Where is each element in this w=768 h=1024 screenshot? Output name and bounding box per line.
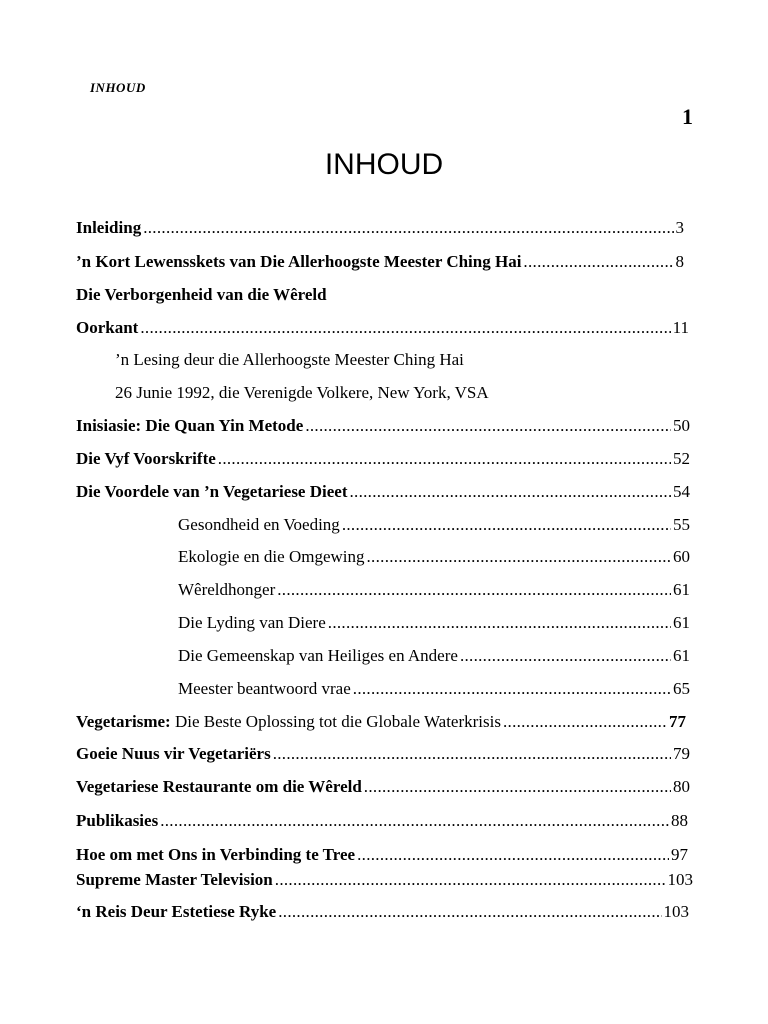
toc-entry-page: 54: [673, 482, 690, 501]
toc-entry-reis[interactable]: [76, 902, 689, 922]
toc-entry-title: Hoe om met Ons in Verbinding te Tree: [76, 845, 356, 864]
toc-entry-title-bold: Vegetarisme:: [76, 712, 171, 731]
toc-entry-page: 50: [673, 416, 690, 435]
toc-entry-title: Oorkant: [76, 318, 139, 337]
dot-leader: [275, 870, 666, 890]
toc-entry-page: 55: [673, 515, 690, 534]
toc-entry-vyf-voorskrifte[interactable]: [76, 449, 690, 469]
toc-entry-voordele[interactable]: [76, 482, 690, 502]
toc-entry-title: Gesondheid en Voeding: [178, 515, 340, 534]
toc-entry-page: 61: [673, 646, 690, 665]
toc-entry-gemeenskap[interactable]: [178, 646, 690, 666]
toc-entry-goeie-nuus[interactable]: [76, 744, 690, 764]
toc-entry-inisiasie[interactable]: [76, 416, 690, 436]
toc-entry-page: 60: [673, 547, 690, 566]
toc-entry-title: Wêreldhonger: [178, 580, 276, 599]
dot-leader: [349, 482, 671, 502]
toc-entry-title: [76, 712, 501, 732]
page-number: 1: [682, 104, 693, 129]
toc-entry-title-line: Die Verborgenheid van die Wêreld: [76, 285, 327, 304]
toc-entry-title: Die Gemeenskap van Heiliges en Andere: [178, 646, 458, 665]
toc-entry-title: Vegetariese Restaurante om die Wêreld: [76, 777, 362, 796]
toc-entry-meester-vrae[interactable]: [178, 679, 690, 699]
toc-entry-page: 77: [669, 712, 686, 731]
toc-entry-title: Meester beantwoord vrae: [178, 679, 351, 698]
toc-entry-title: Inleiding: [76, 218, 142, 237]
dot-leader: [367, 547, 672, 567]
toc-entry-page: 97: [671, 845, 688, 864]
toc-entry-ekologie[interactable]: [178, 547, 690, 567]
toc-entry-page: 11: [672, 318, 689, 337]
toc-entry-gesondheid[interactable]: [178, 515, 690, 535]
toc-entry-page: 8: [675, 252, 684, 271]
toc-entry-wereldhonger[interactable]: [178, 580, 690, 600]
toc-entry-verbinding[interactable]: [76, 845, 688, 865]
toc-entry-title: Supreme Master Television: [76, 870, 273, 889]
dot-leader: [143, 218, 673, 238]
dot-leader: [353, 679, 671, 699]
toc-entry-vegetarisme[interactable]: [76, 712, 686, 732]
toc-entry-page: 103: [667, 870, 693, 889]
toc-entry-inleiding[interactable]: [76, 218, 684, 238]
toc-entry-supreme-master-tv[interactable]: [76, 870, 693, 890]
toc-subtitle: ’n Lesing deur die Allerhoogste Meester Ching Hai: [115, 350, 464, 369]
dot-leader: [357, 845, 669, 865]
dot-leader: [460, 646, 671, 666]
toc-entry-page: 61: [673, 613, 690, 632]
toc-entry-page: 103: [663, 902, 689, 921]
dot-leader: [342, 515, 671, 535]
dot-leader: [218, 449, 671, 469]
toc-entry-oorkant[interactable]: [76, 318, 689, 338]
dot-leader: [160, 811, 669, 831]
toc-entry-publikasies[interactable]: [76, 811, 688, 831]
toc-subtitle: 26 Junie 1992, die Verenigde Volkere, New York, VSA: [115, 383, 489, 402]
toc-entry-title-rest: Die Beste Oplossing tot die Globale Waterkrisis: [170, 712, 501, 731]
toc-entry-page: 88: [671, 811, 688, 830]
dot-leader: [523, 252, 673, 272]
toc-entry-title: Die Voordele van ’n Vegetariese Dieet: [76, 482, 348, 501]
running-head: INHOUD: [90, 80, 146, 95]
toc-entry-title: Inisiasie: Die Quan Yin Metode: [76, 416, 304, 435]
toc-entry-title: Die Lyding van Diere: [178, 613, 326, 632]
dot-leader: [140, 318, 670, 338]
toc-entry-title: ‘n Reis Deur Estetiese Ryke: [76, 902, 277, 921]
dot-leader: [364, 777, 671, 797]
toc-entry-page: 61: [673, 580, 690, 599]
toc-entry-kort-lewensskets[interactable]: [76, 252, 684, 272]
dot-leader: [277, 580, 671, 600]
toc-entry-title: Die Vyf Voorskrifte: [76, 449, 216, 468]
toc-entry-title: Goeie Nuus vir Vegetariërs: [76, 744, 271, 763]
dot-leader: [328, 613, 671, 633]
toc-entry-lyding[interactable]: [178, 613, 690, 633]
toc-entry-page: 52: [673, 449, 690, 468]
toc-entry-page: 3: [675, 218, 684, 237]
toc-entry-page: 80: [673, 777, 690, 796]
dot-leader: [503, 712, 667, 732]
toc-entry-title: ’n Kort Lewensskets van Die Allerhoogste Meester Ching Hai: [76, 252, 522, 271]
toc-entry-page: 65: [673, 679, 690, 698]
toc-entry-title: Publikasies: [76, 811, 159, 830]
dot-leader: [278, 902, 661, 922]
toc-entry-restaurante[interactable]: [76, 777, 690, 797]
page-title: INHOUD: [324, 148, 444, 181]
toc-entry-title: Ekologie en die Omgewing: [178, 547, 365, 566]
dot-leader: [305, 416, 671, 436]
dot-leader: [273, 744, 671, 764]
toc-entry-page: 79: [673, 744, 690, 763]
